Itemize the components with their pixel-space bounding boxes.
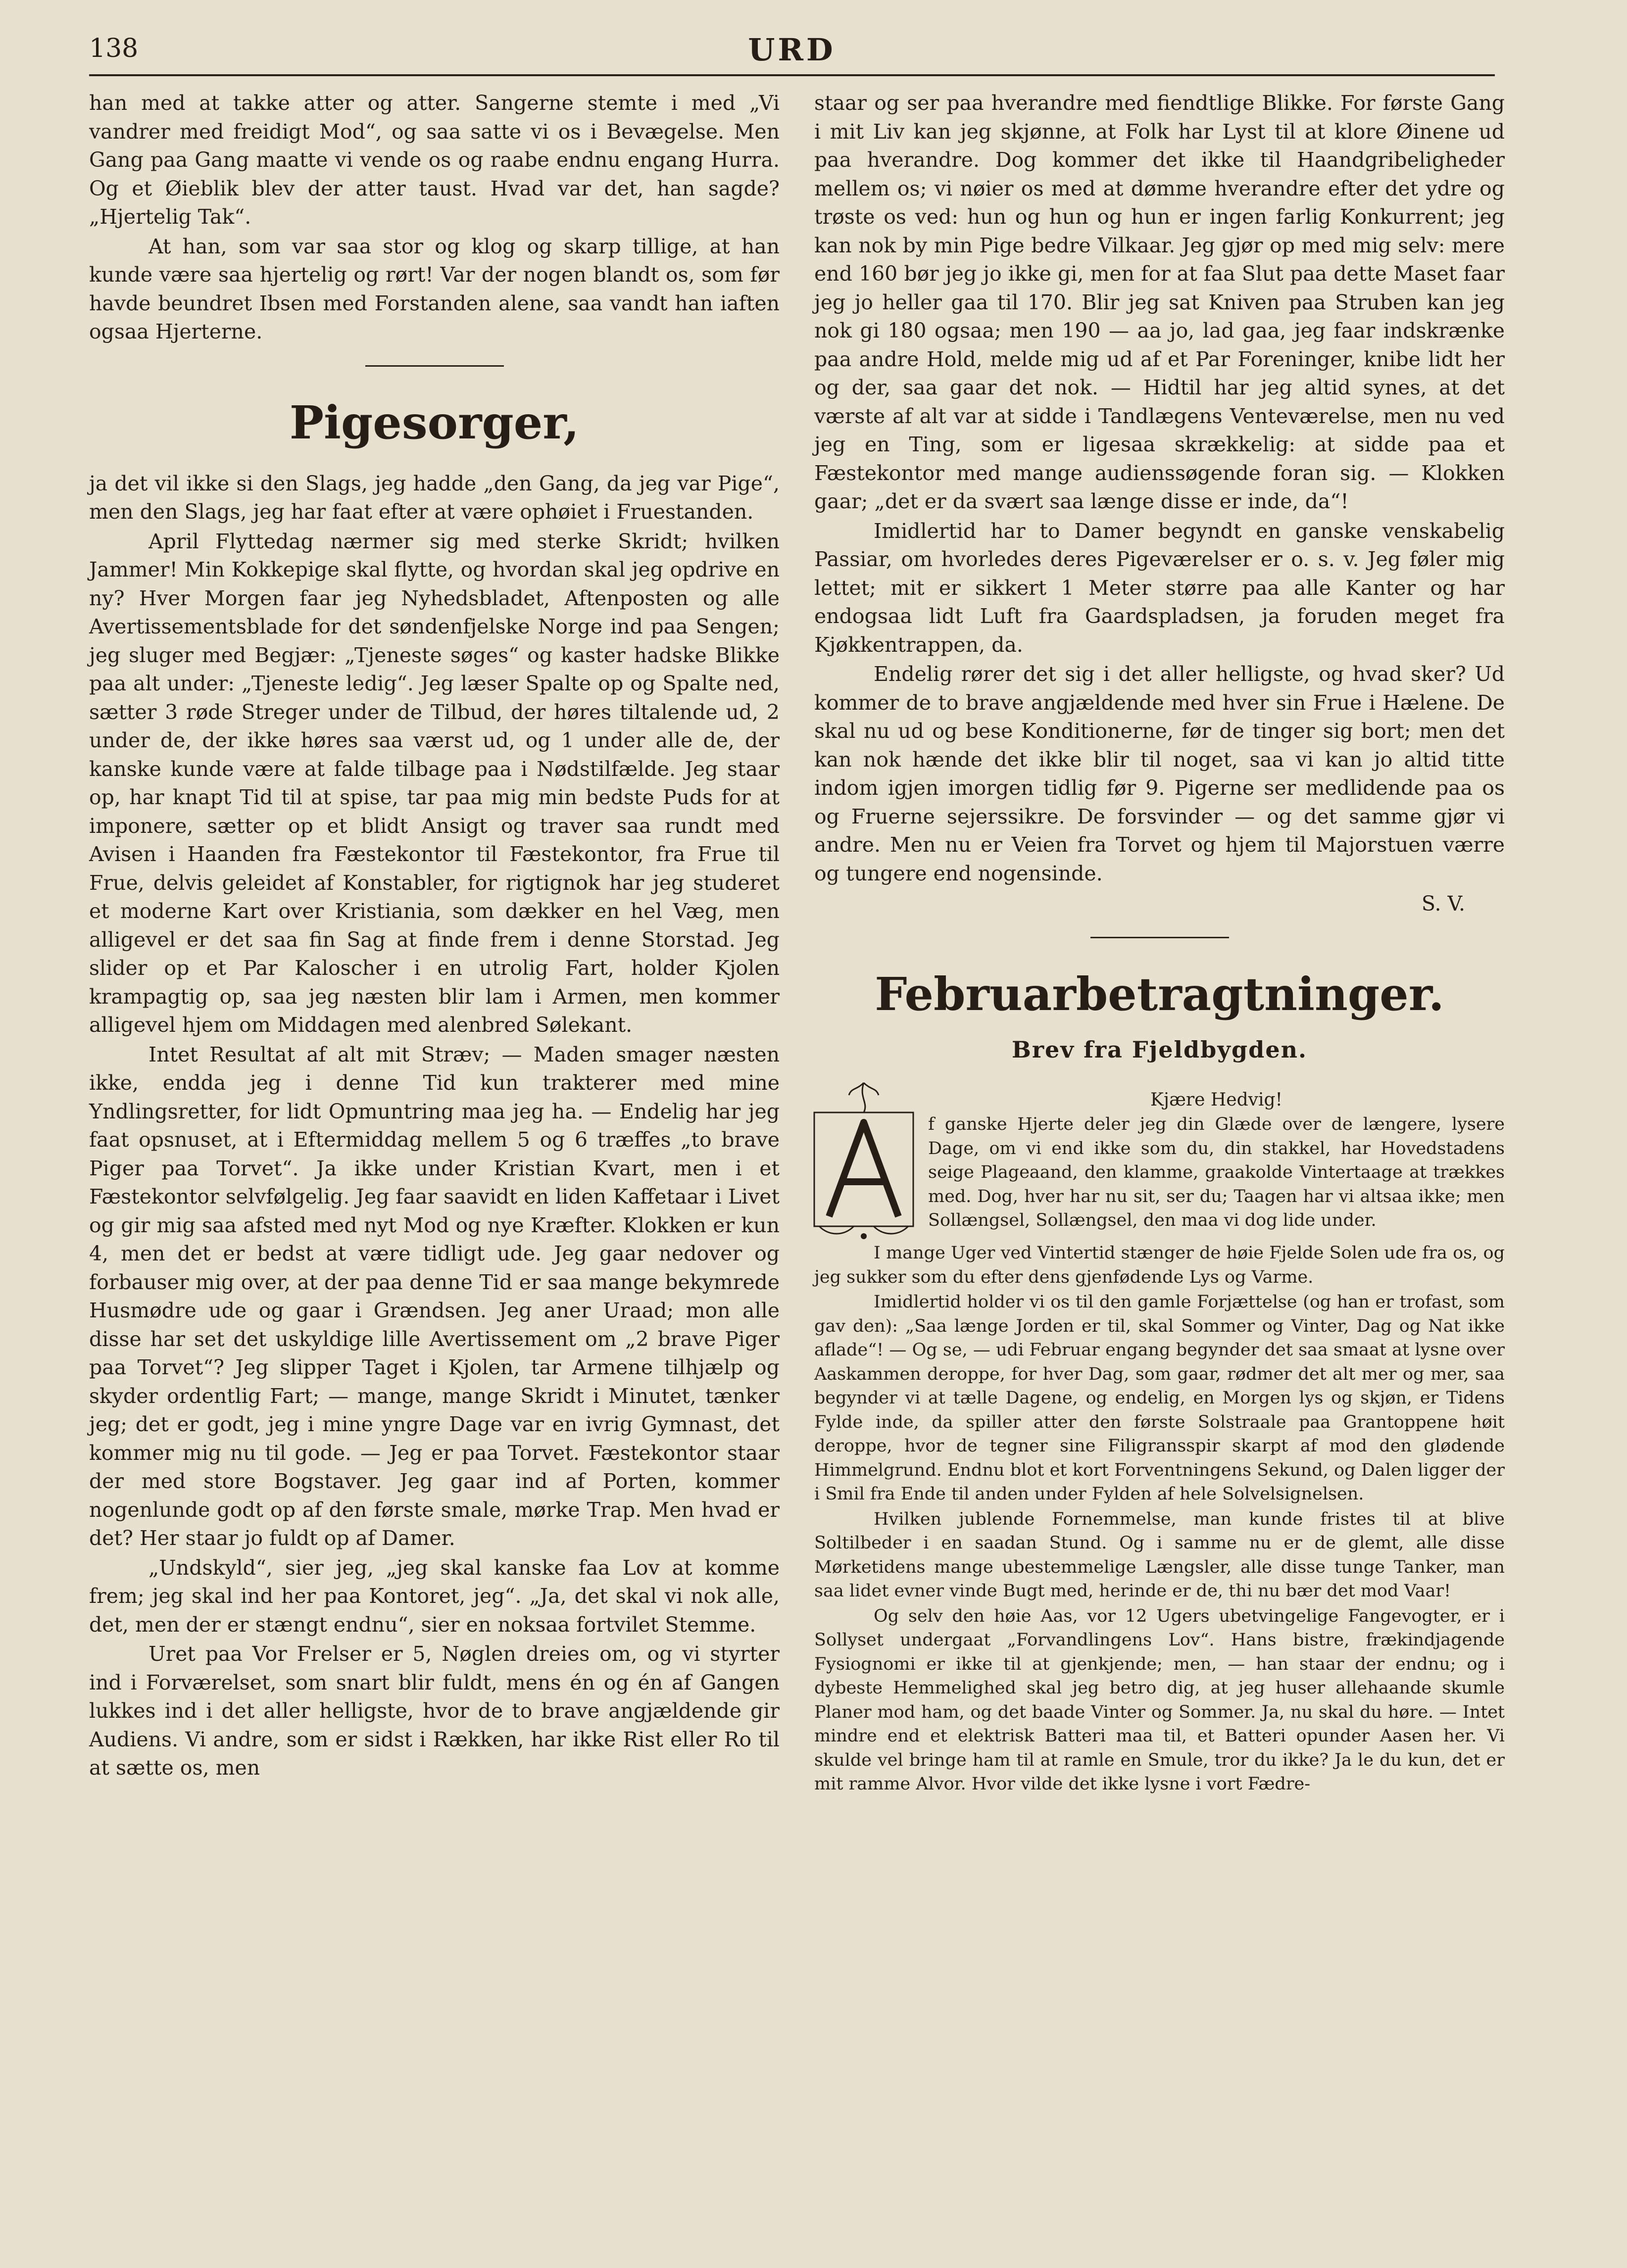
ornamental-dropcap-icon	[809, 1078, 918, 1241]
article-paragraph: April Flyttedag nærmer sig med sterke Skridt; hvilken Jammer! Min Kokkepige skal flytte, og hvordan skal jeg opdrive en ny? Hver Morgen faar jeg Nyhedsbladet, Aftenposten og alle Avertissementsblade for det søndenfjelske Norge ind paa Sengen; jeg sluger med Begjær: „Tjeneste søges“ og kaster hadske Blikke paa alt under: „Tjeneste ledig“. Jeg læser Spalte op og Spalte ned, sætter 3 røde Streger under de Tilbud, der høres tiltalende ud, 2 under de, der ikke høres saa værst ud, og 1 under alle de, der kanske kunde være at falde tilbage paa i Nødstilfælde. Jeg staar op, har knapt Tid til at spise, tar paa mig min bedste Puds for at imponere, sætter op et blidt Ansigt og traver saa rundt med Avisen i Haanden fra Fæstekontor til Fæstekontor, fra Frue til Frue, delvis geleidet af Konstabler, for rigtignok har jeg studeret et moderne Kart over Kristiania, som dækker en hel Væg, men alligevel er det saa fin Sag at finde frem i denne Storstad. Jeg slider op et Par Kaloscher i en utrolig Fart, holder Kjolen krampagtig op, saa jeg næsten blir lam i Armen, men kommer alligevel hjem om Middagen med alenbred Sølekant.	[89, 529, 780, 1037]
article-paragraph: „Undskyld“, sier jeg, „jeg skal kanske faa Lov at komme frem; jeg skal ind her paa Kontoret, jeg“. „Ja, det skal vi nok alle, det, men der er stængt endnu“, sier en noksaa fortvilet Stemme.	[89, 1555, 780, 1637]
intro-paragraph: At han, som var saa stor og klog og skarp tillige, at han kunde være saa hjertelig og rørt! Var der nogen blandt os, som før havde beundret Ibsen med Forstanden alene, saa vandt han iaften ogsaa Hjerterne.	[89, 234, 780, 343]
letter-paragraph: Og selv den høie Aas, vor 12 Ugers ubetvingelige Fangevogter, er i Sollyset undergaat „Forvandlingens Lov“. Hans bistre, frækindjagende Fysiognomi er ikke til at gjenkjende; men, — han staar der endnu; og i dybeste Hemmelighed skal jeg betro dig, at jeg huser allehaande skumle Planer mod ham, og det baade Vinter og Sommer. Ja, nu skal du høre. — Intet mindre end et elektrisk Batteri maa til, et Batteri opunder Aasen her. Vi skulde vel bringe ham til at ramle en Smule, tror du ikke? Ja le du kun, det er mit ramme Alvor. Hvor vilde det ikke lysne i vort Fædre-	[814, 1606, 1505, 1794]
article-paragraph: Imidlertid har to Damer begyndt en ganske venskabelig Passiar, om hvorledes deres Pigeværelser er o. s. v. Jeg føler mig lettet; mit er sikkert 1 Meter større paa alle Kanter og har endogsaa lidt Luft fra Gaardspladsen, ja foruden meget fra Kjøkkentrappen, da.	[814, 519, 1505, 657]
article-subtitle: Brev fra Fjeldbygden.	[1011, 1036, 1308, 1063]
page-number: 138	[89, 34, 139, 63]
left-column	[89, 89, 780, 1784]
article-paragraph: Intet Resultat af alt mit Stræv; — Maden smager næsten ikke, endda jeg i denne Tid kun trakterer med mine Yndlingsretter, for lidt Opmuntring maa jeg ha. — Endelig har jeg faat opsnuset, at i Eftermiddag mellem 5 og 6 træffes „to brave Piger paa Torvet“. Ja ikke under Kristian Kvart, men i et Fæstekontor selvfølgelig. Jeg faar saavidt en liden Kaffetaar i Livet og gir mig saa afsted med nyt Mod og nye Kræfter. Klokken er kun 4, men det er bedst at være tidligt ude. Jeg gaar nedover og forbauser mig over, at der paa denne Tid er saa mange bekymrede Husmødre ude og gaar i Grændsen. Jeg aner Uraad; mon alle disse har set det uskyldige lille Avertissement om „2 brave Piger paa Torvet“? Jeg slipper Taget i Kjolen, tar Armene tilhjælp og skyder ordentlig Fart; — mange, mange Skridt i Minutet, tænker jeg; det er godt, jeg i mine yngre Dage var en ivrig Gymnast, det kommer mig nu til gode. — Jeg er paa Torvet. Fæstekontor staar der med store Bogstaver. Jeg gaar ind af Porten, kommer nogenlunde godt op af den første smale, mørke Trap. Men hvad er det? Her staar jo fuldt op af Damer.	[89, 1042, 780, 1550]
article-paragraph: staar og ser paa hverandre med fiendtlige Blikke. For første Gang i mit Liv kan jeg skjønne, at Folk har Lyst til at klore Øinene ud paa hverandre. Dog kommer det ikke til Haandgribeligheder mellem os; vi nøier os med at dømme hverandre efter det ydre og trøste os ved: hun og hun og hun er ingen farlig Konkurrent; jeg kan nok by min Pige bedre Vilkaar. Jeg gjør op med mig selv: mere end 160 bør jeg jo ikke gi, men for at faa Slut paa dette Maset faar jeg jo heller gaa til 170. Blir jeg sat Kniven paa Struben kan jeg nok gi 180 ogsaa; men 190 — aa jo, lad gaa, jeg faar indskrænke paa andre Hold, melde mig ud af et Par Foreninger, knibe lidt her og der, saa gaar det nok. — Hidtil har jeg altid synes, at det værste af alt var at sidde i Tandlægens Venteværelse, men nu ved jeg en Ting, som er ligesaa skrækkelig: at sidde paa et Fæstekontor med mange audienssøgende foran sig. — Klokken gaar; „det er da svært saa længe disse er inde, da“!	[814, 91, 1505, 513]
header-rule	[89, 74, 1495, 76]
intro-paragraph: han med at takke atter og atter. Sangerne stemte i med „Vi vandrer med freidigt Mod“, og saa satte vi os i Bevægelse. Men Gang paa Gang maatte vi vende os og raabe endnu engang Hurra. Og et Øieblik blev der atter taust. Hvad var det, han sagde? „Hjertelig Tak“.	[89, 91, 780, 229]
article-paragraph: ja det vil ikke si den Slags, jeg hadde „den Gang, da jeg var Pige“, men den Slags, jeg har faat efter at være ophøiet i Fruestanden.	[89, 471, 780, 524]
article-signature: S. V.	[1421, 892, 1465, 916]
letter-salutation: Kjære Hedvig!	[1150, 1090, 1282, 1110]
right-column	[814, 89, 1505, 1797]
section-divider	[365, 365, 504, 367]
letter-paragraph: Imidlertid holder vi os til den gamle Forjættelse (og han er trofast, som gav den): „Saa længe Jorden er til, skal Sommer og Vinter, Dag og Nat ikke aflade“! — Og se, — udi Februar engang begynder det saa smaat at lysne over Aaskammen deroppe, for hver Dag, som gaar, rødmer det alt mer og mer, saa begynder vi at tælle Dagene, og endelig, en Morgen lys og skjøn, er Tidens Fylde inde, da spiller atter den første Solstraale paa Grantoppene høit deroppe, hvor de tegner sine Filigransspir skarpt af mod den glødende Himmelgrund. Endnu blot et kort Forventningens Sekund, og Dalen ligger der i Smil fra Ende til anden under Fylden af hele Solvelsignelsen.	[814, 1292, 1505, 1504]
page-header	[89, 30, 1495, 74]
article-paragraph: Uret paa Vor Frelser er 5, Nøglen dreies om, og vi styrter ind i Forværelset, som snart blir fuldt, mens én og én af Gangen lukkes ind i det aller helligste, hvor de to brave angjældende gir Audiens. Vi andre, som er sidst i Rækken, har ikke Rist eller Ro til at sætte os, men	[89, 1642, 780, 1780]
article-paragraph: Endelig rører det sig i det aller helligste, og hvad sker? Ud kommer de to brave angjældende med hver sin Frue i Hælene. De skal nu ud og bese Konditionerne, før de tinger sig bort; men det kan nok hænde det ikke blir til noget, saa vi kan jo altid titte indom igjen imorgen tidlig før 9. Pigerne ser medlidende paa os og Fruerne sejerssikre. De forsvinder — og det samme gjør vi andre. Men nu er Veien fra Torvet og hjem til Majorstuen værre og tungere end nogensinde.	[814, 662, 1505, 885]
letter-body	[814, 1088, 1505, 1796]
article-title-pigesorger: Pigesorger,	[289, 395, 580, 449]
letter-paragraph: I mange Uger ved Vintertid stænger de høie Fjelde Solen ude fra os, og jeg sukker som du efter dens gjenfødende Lys og Varme.	[814, 1243, 1505, 1287]
section-divider	[1090, 937, 1229, 938]
article-title-februarbetragtninger: Februarbetragtninger.	[875, 967, 1444, 1021]
journal-title: URD	[748, 32, 836, 68]
letter-paragraph: Hvilken jublende Fornemmelse, man kunde fristes til at blive Soltilbeder i en saadan Stund. Og i samme nu er de glemt, alle disse Mørketidens mange ubestemmelige Længsler, alle disse tunge Tanker, man saa lidet evner vinde Bugt med, herinde er de, thi nu bær det mod Vaar!	[814, 1509, 1505, 1601]
letter-paragraph: f ganske Hjerte deler jeg din Glæde over de længere, lysere Dage, om vi end ikke som du, din stakkel, har Hovedstadens seige Plageaand, den klamme, graakolde Vintertaage at trækkes med. Dog, hver har nu sit, ser du; Taagen har vi altsaa ikke; men Sollængsel, Sollængsel, den maa vi dog lide under.	[928, 1114, 1505, 1230]
